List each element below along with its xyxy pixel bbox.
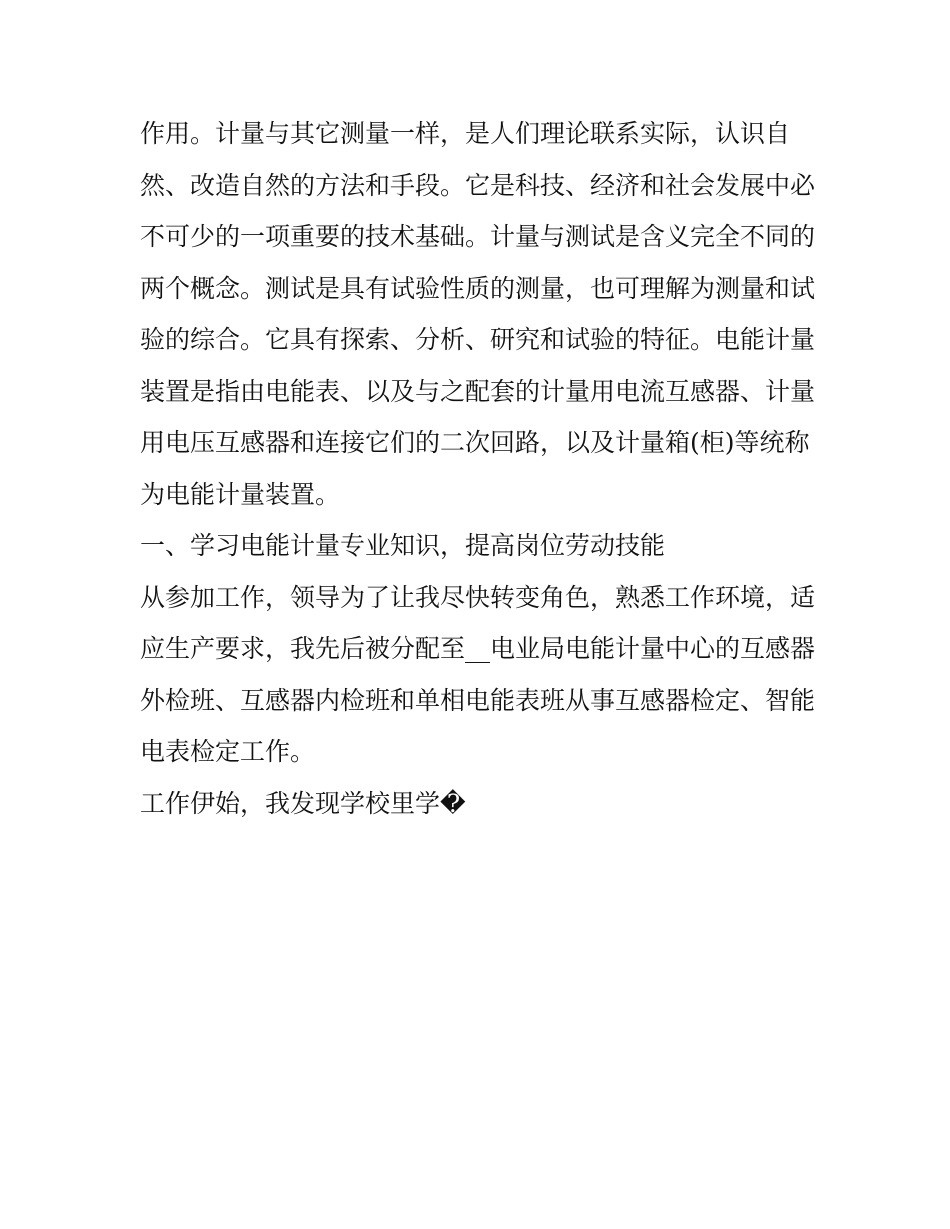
section-heading: 一、学习电能计量专业知识，提高岗位劳动技能	[140, 531, 666, 560]
body-text-line: 应生产要求，我先后被分配至__电业局电能计量中心的互感器	[140, 634, 816, 663]
body-text-line: 外检班、互感器内检班和单相电能表班从事互感器检定、智能	[140, 685, 816, 715]
body-text-line: 用电压互感器和连接它们的二次回路，以及计量箱(柜)等统称	[140, 428, 810, 457]
body-text-line: 电表检定工作。	[140, 737, 316, 766]
body-text-line: 装置是指由电能表、以及与之配套的计量用电流互感器、计量	[140, 376, 816, 406]
body-text-line: 不可少的一项重要的技术基础。计量与测试是含义完全不同的	[140, 222, 816, 251]
body-text-line: 验的综合。它具有探索、分析、研究和试验的特征。电能计量	[140, 325, 816, 354]
body-text-line: 作用。计量与其它测量一样，是人们理论联系实际，认识自	[140, 119, 791, 148]
body-text-line: 从参加工作，领导为了让我尽快转变角色，熟悉工作环境，适	[140, 582, 816, 612]
body-text-line: 然、改造自然的方法和手段。它是科技、经济和社会发展中必	[140, 170, 816, 200]
body-text-line: 工作伊始，我发现学校里学�	[140, 788, 466, 818]
body-text-line: 为电能计量装置。	[140, 479, 341, 509]
document-body	[140, 108, 820, 829]
body-text-line: 两个概念。测试是具有试验性质的测量，也可理解为测量和试	[140, 273, 816, 303]
